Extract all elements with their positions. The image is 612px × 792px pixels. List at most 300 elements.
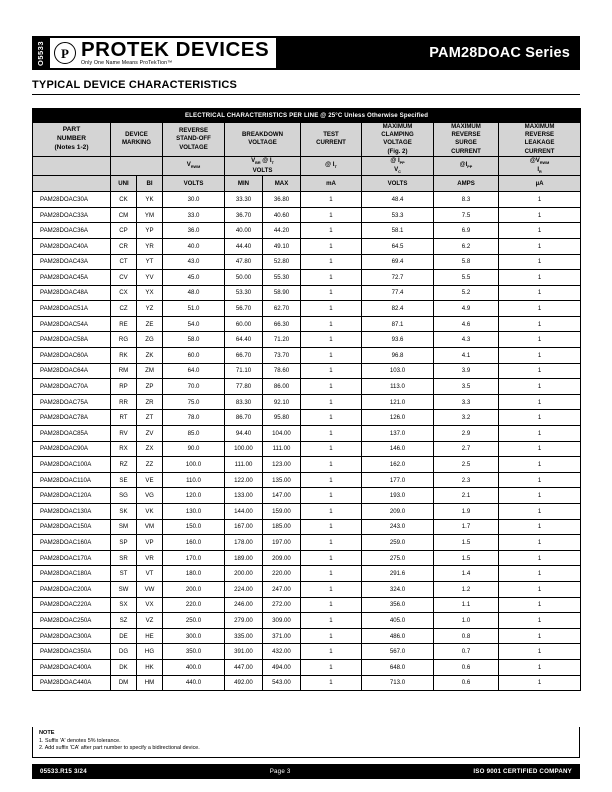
table-row — [33, 379, 581, 395]
table-cell: 1 — [301, 566, 362, 582]
table-cell: HG — [137, 644, 163, 660]
table-cell: RG — [111, 332, 137, 348]
company-tagline: Only One Name Means ProTekTion™ — [81, 60, 173, 67]
table-cell: 247.00 — [263, 581, 301, 597]
table-cell: 33.30 — [225, 192, 263, 208]
table-cell: 1 — [499, 675, 581, 691]
table-cell: 159.00 — [263, 504, 301, 520]
table-cell: CZ — [111, 301, 137, 317]
table-cell: ZX — [137, 441, 163, 457]
table-cell: 193.0 — [362, 488, 434, 504]
table-cell: 1.7 — [434, 519, 499, 535]
logo-letter: P — [61, 45, 69, 61]
table-cell: SK — [111, 504, 137, 520]
table-cell: ZT — [137, 410, 163, 426]
table-cell: 104.00 — [263, 426, 301, 442]
table-cell: 1 — [499, 426, 581, 442]
table-cell: ZZ — [137, 457, 163, 473]
table-cell: 1 — [499, 504, 581, 520]
table-cell: SM — [111, 519, 137, 535]
table-cell: 6.9 — [434, 223, 499, 239]
table-cell: 1 — [301, 223, 362, 239]
table-cell: 100.00 — [225, 441, 263, 457]
table-cell: 1 — [301, 348, 362, 364]
table-cell: 1 — [499, 394, 581, 410]
cell-part-number: PAM28DOAC160A — [33, 535, 111, 551]
table-cell: 220.0 — [163, 597, 225, 613]
table-cell: 92.10 — [263, 394, 301, 410]
table-cell: 1 — [301, 535, 362, 551]
page-header — [32, 36, 580, 70]
table-cell: 0.8 — [434, 628, 499, 644]
unit-max: MAX — [263, 176, 301, 192]
table-cell: 44.20 — [263, 223, 301, 239]
unit-ipp: AMPS — [434, 176, 499, 192]
table-cell: HM — [137, 675, 163, 691]
document-code-text: O5533 — [36, 40, 45, 66]
cell-part-number: PAM28DOAC60A — [33, 348, 111, 364]
table-cell: RE — [111, 316, 137, 332]
table-cell: 492.00 — [225, 675, 263, 691]
table-cell: CX — [111, 285, 137, 301]
table-cell: 123.00 — [263, 457, 301, 473]
table-cell: 405.0 — [362, 613, 434, 629]
table-cell: ZG — [137, 332, 163, 348]
table-row — [33, 581, 581, 597]
table-cell: 1 — [499, 659, 581, 675]
table-cell: 400.0 — [163, 659, 225, 675]
col-max-reverse-leakage-current: MAXIMUM REVERSE LEAKAGE CURRENT — [499, 123, 581, 157]
table-cell: CK — [111, 192, 137, 208]
table-cell: 371.00 — [263, 628, 301, 644]
table-cell: 1.9 — [434, 504, 499, 520]
cell-part-number: PAM28DOAC54A — [33, 316, 111, 332]
table-cell: 246.00 — [225, 597, 263, 613]
table-cell: 51.0 — [163, 301, 225, 317]
table-cell: 180.0 — [163, 566, 225, 582]
table-cell: 73.70 — [263, 348, 301, 364]
table-cell: SP — [111, 535, 137, 551]
table-cell: 1 — [301, 207, 362, 223]
table-cell: 66.30 — [263, 316, 301, 332]
cell-part-number: PAM28DOAC70A — [33, 379, 111, 395]
table-cell: 4.1 — [434, 348, 499, 364]
table-cell: VX — [137, 597, 163, 613]
table-cell: YT — [137, 254, 163, 270]
table-cell: YR — [137, 238, 163, 254]
cell-part-number: PAM28DOAC48A — [33, 285, 111, 301]
col-device-marking: DEVICE MARKING — [111, 123, 163, 157]
table-cell: RV — [111, 426, 137, 442]
table-cell: 1 — [499, 488, 581, 504]
table-cell: 1 — [499, 566, 581, 582]
table-cell: YK — [137, 192, 163, 208]
table-cell: 1 — [301, 441, 362, 457]
table-cell: CR — [111, 238, 137, 254]
table-cell: 71.20 — [263, 332, 301, 348]
table-cell: 45.0 — [163, 270, 225, 286]
table-cell: 144.00 — [225, 504, 263, 520]
unit-blank-part — [33, 176, 111, 192]
cell-part-number: PAM28DOAC120A — [33, 488, 111, 504]
symbol-ipp: $@I_{PP}$ — [434, 156, 499, 175]
cell-part-number: PAM28DOAC100A — [33, 457, 111, 473]
table-cell: 1 — [301, 363, 362, 379]
table-cell: 1 — [301, 628, 362, 644]
table-cell: 4.3 — [434, 332, 499, 348]
cell-part-number: PAM28DOAC33A — [33, 207, 111, 223]
table-cell: YV — [137, 270, 163, 286]
symbol-blank-part — [33, 156, 111, 175]
table-cell: 713.0 — [362, 675, 434, 691]
table-cell: 3.5 — [434, 379, 499, 395]
cell-part-number: PAM28DOAC400A — [33, 659, 111, 675]
cell-part-number: PAM28DOAC64A — [33, 363, 111, 379]
table-cell: SR — [111, 550, 137, 566]
table-cell: HE — [137, 628, 163, 644]
table-symbol-row — [33, 156, 581, 175]
table-cell: 86.70 — [225, 410, 263, 426]
table-cell: 291.6 — [362, 566, 434, 582]
footer-certification: ISO 9001 CERTIFIED COMPANY — [473, 768, 572, 775]
table-cell: 64.40 — [225, 332, 263, 348]
table-cell: 126.0 — [362, 410, 434, 426]
table-cell: RT — [111, 410, 137, 426]
symbol-vrwm: $V_{RWM}$ — [163, 156, 225, 175]
table-cell: 1 — [301, 270, 362, 286]
table-cell: 178.00 — [225, 535, 263, 551]
symbol-blank-marking — [111, 156, 163, 175]
table-cell: 1 — [499, 363, 581, 379]
table-cell: DE — [111, 628, 137, 644]
table-cell: 64.0 — [163, 363, 225, 379]
table-cell: 356.0 — [362, 597, 434, 613]
table-cell: 275.0 — [362, 550, 434, 566]
table-cell: SZ — [111, 613, 137, 629]
table-cell: 66.70 — [225, 348, 263, 364]
notes-block — [32, 727, 580, 758]
table-cell: 95.80 — [263, 410, 301, 426]
table-row — [33, 613, 581, 629]
symbol-vc: @ $I_{PP}$ $V_C$ — [362, 156, 434, 175]
table-cell: 220.00 — [263, 566, 301, 582]
table-cell: 1 — [499, 332, 581, 348]
table-row — [33, 535, 581, 551]
table-row — [33, 270, 581, 286]
table-cell: 55.30 — [263, 270, 301, 286]
cell-part-number: PAM28DOAC45A — [33, 270, 111, 286]
table-cell: 130.0 — [163, 504, 225, 520]
footer-page-number: Page 3 — [269, 768, 291, 775]
symbol-ir: $@V_{RWM}$ $I_R$ — [499, 156, 581, 175]
note-line-1: 1. Suffix 'A' denotes 5% tolerance. — [39, 737, 121, 744]
table-cell: 78.0 — [163, 410, 225, 426]
table-cell: CP — [111, 223, 137, 239]
table-cell: ZP — [137, 379, 163, 395]
col-reverse-standoff-voltage: REVERSE STAND-OFF VOLTAGE — [163, 123, 225, 157]
table-row — [33, 519, 581, 535]
company-name: PROTEK DEVICES — [81, 37, 270, 61]
table-cell: 44.40 — [225, 238, 263, 254]
table-cell: 93.6 — [362, 332, 434, 348]
table-cell: 1 — [301, 332, 362, 348]
table-banner — [33, 109, 581, 123]
table-row — [33, 441, 581, 457]
table-row — [33, 223, 581, 239]
table-cell: 50.00 — [225, 270, 263, 286]
table-cell: 1 — [499, 581, 581, 597]
table-cell: VG — [137, 488, 163, 504]
table-cell: 48.4 — [362, 192, 434, 208]
unit-it: mA — [301, 176, 362, 192]
cell-part-number: PAM28DOAC130A — [33, 504, 111, 520]
table-cell: 69.4 — [362, 254, 434, 270]
table-cell: 110.0 — [163, 472, 225, 488]
electrical-characteristics-table — [32, 108, 581, 691]
unit-bi: BI — [137, 176, 163, 192]
table-row — [33, 566, 581, 582]
table-cell: 90.0 — [163, 441, 225, 457]
table-cell: 160.0 — [163, 535, 225, 551]
table-cell: ZV — [137, 426, 163, 442]
series-title: PAM28DOAC Series — [429, 45, 570, 61]
table-cell: 64.5 — [362, 238, 434, 254]
cell-part-number: PAM28DOAC43A — [33, 254, 111, 270]
table-row — [33, 644, 581, 660]
table-cell: 391.00 — [225, 644, 263, 660]
table-cell: 58.0 — [163, 332, 225, 348]
table-cell: 1 — [499, 192, 581, 208]
table-cell: 135.00 — [263, 472, 301, 488]
table-cell: 440.0 — [163, 675, 225, 691]
cell-part-number: PAM28DOAC440A — [33, 675, 111, 691]
table-row — [33, 675, 581, 691]
table-cell: 1 — [499, 550, 581, 566]
table-cell: 78.60 — [263, 363, 301, 379]
table-cell: 1 — [301, 379, 362, 395]
table-cell: YX — [137, 285, 163, 301]
table-cell: ZK — [137, 348, 163, 364]
table-row — [33, 426, 581, 442]
table-cell: 1 — [301, 472, 362, 488]
table-cell: 146.0 — [362, 441, 434, 457]
table-cell: 567.0 — [362, 644, 434, 660]
table-cell: 133.00 — [225, 488, 263, 504]
protek-logo-icon — [54, 42, 76, 64]
table-cell: SW — [111, 581, 137, 597]
table-cell: 3.9 — [434, 363, 499, 379]
table-cell: VM — [137, 519, 163, 535]
table-cell: 224.00 — [225, 581, 263, 597]
table-cell: 58.90 — [263, 285, 301, 301]
table-body — [33, 192, 581, 691]
table-cell: 250.0 — [163, 613, 225, 629]
unit-vrwm: VOLTS — [163, 176, 225, 192]
table-cell: 1 — [301, 316, 362, 332]
table-cell: 120.0 — [163, 488, 225, 504]
table-cell: DM — [111, 675, 137, 691]
table-cell: 1.1 — [434, 597, 499, 613]
table-cell: 1 — [301, 394, 362, 410]
symbol-vbr: $V_{BR}$ @ $I_T$ VOLTS — [225, 156, 301, 175]
table-cell: 162.0 — [362, 457, 434, 473]
table-cell: 40.0 — [163, 238, 225, 254]
table-cell: DK — [111, 659, 137, 675]
table-cell: 43.0 — [163, 254, 225, 270]
table-cell: 85.0 — [163, 426, 225, 442]
table-cell: 1 — [301, 488, 362, 504]
table-cell: 1 — [301, 301, 362, 317]
table-cell: 49.10 — [263, 238, 301, 254]
table-row — [33, 410, 581, 426]
table-cell: HK — [137, 659, 163, 675]
table-cell: 1 — [301, 613, 362, 629]
table-cell: CM — [111, 207, 137, 223]
table-cell: 1 — [499, 644, 581, 660]
table-row — [33, 207, 581, 223]
table-cell: 167.00 — [225, 519, 263, 535]
table-cell: 1 — [301, 644, 362, 660]
table-cell: 1 — [499, 270, 581, 286]
table-cell: 71.10 — [225, 363, 263, 379]
table-cell: 48.0 — [163, 285, 225, 301]
table-cell: 1.0 — [434, 613, 499, 629]
table-cell: 0.7 — [434, 644, 499, 660]
table-cell: 1 — [499, 535, 581, 551]
unit-uni: UNI — [111, 176, 137, 192]
table-cell: 1 — [499, 597, 581, 613]
cell-part-number: PAM28DOAC75A — [33, 394, 111, 410]
table-cell: 103.0 — [362, 363, 434, 379]
table-cell: 2.1 — [434, 488, 499, 504]
table-cell: 1 — [499, 316, 581, 332]
table-cell: 96.8 — [362, 348, 434, 364]
table-cell: 2.9 — [434, 426, 499, 442]
table-cell: RK — [111, 348, 137, 364]
table-row — [33, 394, 581, 410]
table-cell: ZR — [137, 394, 163, 410]
table-cell: 543.00 — [263, 675, 301, 691]
table-cell: 197.00 — [263, 535, 301, 551]
table-cell: 1 — [499, 519, 581, 535]
table-row — [33, 285, 581, 301]
table-cell: RX — [111, 441, 137, 457]
table-cell: 36.80 — [263, 192, 301, 208]
table-row — [33, 597, 581, 613]
col-test-current: TEST CURRENT — [301, 123, 362, 157]
table-cell: 309.00 — [263, 613, 301, 629]
table-cell: 113.0 — [362, 379, 434, 395]
table-cell: 2.7 — [434, 441, 499, 457]
table-cell: 648.0 — [362, 659, 434, 675]
table-cell: 2.3 — [434, 472, 499, 488]
table-cell: 1 — [499, 301, 581, 317]
table-cell: 70.0 — [163, 379, 225, 395]
table-cell: 209.00 — [263, 550, 301, 566]
table-row — [33, 504, 581, 520]
table-cell: 1 — [499, 348, 581, 364]
table-cell: YZ — [137, 301, 163, 317]
table-row — [33, 363, 581, 379]
table-cell: VE — [137, 472, 163, 488]
cell-part-number: PAM28DOAC51A — [33, 301, 111, 317]
footer-doc-code: 05533.R15 3/24 — [40, 768, 87, 775]
table-cell: SX — [111, 597, 137, 613]
table-cell: 1 — [301, 597, 362, 613]
table-cell: 0.6 — [434, 659, 499, 675]
col-breakdown-voltage: BREAKDOWN VOLTAGE — [225, 123, 301, 157]
table-cell: 62.70 — [263, 301, 301, 317]
table-cell: 1 — [301, 659, 362, 675]
table-cell: 1 — [499, 254, 581, 270]
table-cell: RR — [111, 394, 137, 410]
table-cell: 5.5 — [434, 270, 499, 286]
table-cell: 3.3 — [434, 394, 499, 410]
table-cell: 121.0 — [362, 394, 434, 410]
table-cell: 77.4 — [362, 285, 434, 301]
table-cell: 2.5 — [434, 457, 499, 473]
table-row — [33, 192, 581, 208]
table-cell: VP — [137, 535, 163, 551]
page-footer — [32, 764, 580, 779]
table-cell: 5.2 — [434, 285, 499, 301]
table-cell: 111.00 — [263, 441, 301, 457]
table-row — [33, 238, 581, 254]
cell-part-number: PAM28DOAC90A — [33, 441, 111, 457]
table-cell: 350.0 — [163, 644, 225, 660]
table-row — [33, 550, 581, 566]
table-cell: 53.30 — [225, 285, 263, 301]
section-title: TYPICAL DEVICE CHARACTERISTICS — [32, 79, 238, 91]
table-cell: 1 — [499, 207, 581, 223]
table-cell: 185.00 — [263, 519, 301, 535]
table-cell: 36.0 — [163, 223, 225, 239]
table-cell: 87.1 — [362, 316, 434, 332]
cell-part-number: PAM28DOAC250A — [33, 613, 111, 629]
table-cell: 75.0 — [163, 394, 225, 410]
table-cell: 1 — [499, 457, 581, 473]
table-cell: YM — [137, 207, 163, 223]
table-cell: 432.00 — [263, 644, 301, 660]
table-cell: 177.0 — [362, 472, 434, 488]
document-code-vertical — [32, 36, 49, 70]
table-cell: SE — [111, 472, 137, 488]
table-cell: 1 — [301, 675, 362, 691]
cell-part-number: PAM28DOAC180A — [33, 566, 111, 582]
table-cell: RZ — [111, 457, 137, 473]
table-row — [33, 472, 581, 488]
table-cell: 1 — [499, 285, 581, 301]
table-cell: 72.7 — [362, 270, 434, 286]
table-row — [33, 332, 581, 348]
table-cell: 447.00 — [225, 659, 263, 675]
cell-part-number: PAM28DOAC85A — [33, 426, 111, 442]
table-cell: 189.00 — [225, 550, 263, 566]
cell-part-number: PAM28DOAC58A — [33, 332, 111, 348]
cell-part-number: PAM28DOAC200A — [33, 581, 111, 597]
table-cell: 86.00 — [263, 379, 301, 395]
table-cell: 1 — [499, 238, 581, 254]
table-cell: 1 — [301, 550, 362, 566]
table-cell: 1.4 — [434, 566, 499, 582]
table-cell: 259.0 — [362, 535, 434, 551]
cell-part-number: PAM28DOAC40A — [33, 238, 111, 254]
table-cell: 60.00 — [225, 316, 263, 332]
company-logo — [49, 37, 277, 69]
table-cell: VW — [137, 581, 163, 597]
table-cell: 324.0 — [362, 581, 434, 597]
table-cell: VT — [137, 566, 163, 582]
